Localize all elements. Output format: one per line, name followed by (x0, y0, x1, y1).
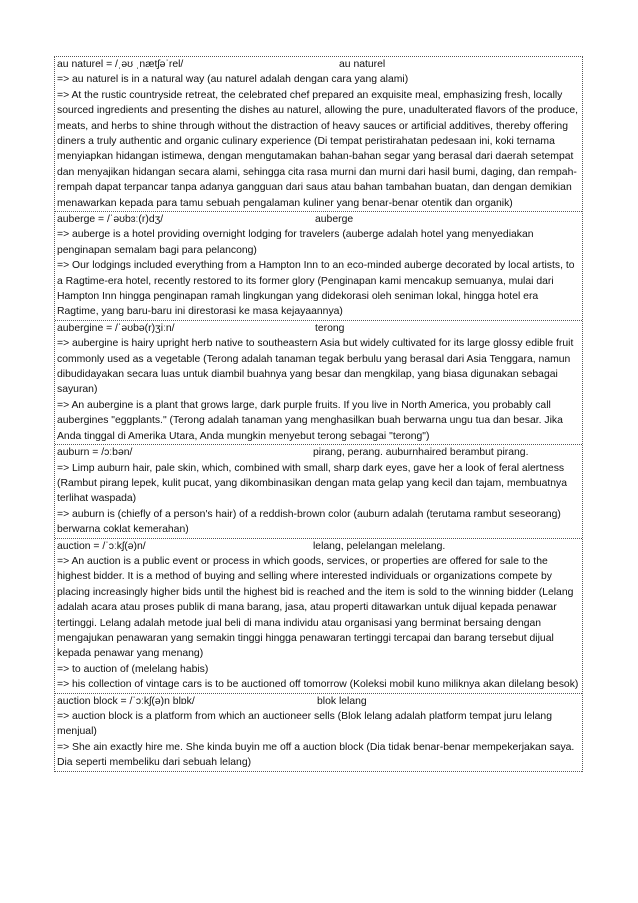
example-line: => Limp auburn hair, pale skin, which, combined with small, sharp dark eyes, gave her a look of feral alertness (Rambut pirang lepek, kulit pucat, yang dikombinasikan dengan mata gelap yang kecil dan tajam, membuatnya terlihat waspada) (57, 462, 568, 505)
example-line: => She ain exactly hire me. She kinda buyin me off a auction block (Dia tidak benar-benar mempekerjakan saya. Dia seperti membeliku dari sebuah lelang) (57, 741, 575, 769)
headword: auberge = /ˈəʊbɜː(r)dʒ/ (57, 214, 164, 226)
example-line: => his collection of vintage cars is to be auctioned off tomorrow (Koleksi mobil kuno miliknya akan dilelang besok) (57, 679, 579, 691)
translation: blok lelang (317, 695, 367, 707)
headword: auburn = /ɔːbən/ (57, 447, 133, 459)
headword: aubergine = /ˈəʊbə(r)ʒiːn/ (57, 322, 175, 334)
definition-line: => An auction is a public event or process in which goods, services, or properties are offered for sale to the highest bidder. It is a method of buying and selling where interested individuals or organizations compete by placing increasingly higher bids until the highest bid is reached and the item is sold to the winning bidder (Lelang adalah acara atau proses publik di mana barang, jasa, atau properti ditawarkan untuk dijual kepada penawar tertinggi. Lelang adalah metode jual beli di mana individu atau organisasi yang berminat bersaing dengan mengajukan penawaran yang semakin tinggi hingga penawaran tertinggi tercapai dan barang tersebut dijual kepada penawar yang menang) (57, 555, 574, 660)
entry-headline (57, 694, 580, 709)
entry-auberge (55, 212, 582, 321)
entry-headline (57, 445, 580, 460)
entry-headline (57, 321, 580, 336)
translation: pirang, perang. auburnhaired berambut pirang. (313, 447, 529, 459)
entry-headline (57, 57, 580, 72)
entry-aubergine (55, 321, 582, 445)
example-line: => At the rustic countryside retreat, the celebrated chef prepared an exquisite meal, emphasizing fresh, locally sourced ingredients and presenting the dishes au naturel, allowing the pure, unadulterated flavors of the produce, meats, and herbs to shine through without the distraction of heavy sauces or artificial additives, thereby offering diners a truly authentic and organic culinary experience (Di tempat peristirahatan pedesaan ini, koki ternama menyiapkan hidangan istimewa, dengan mengutamakan bahan-bahan segar yang berasal dari daerah setempat dan menyajikan hidangan secara alami, sehingga cita rasa murni dan murni dari hasil bumi, daging, dan rempah-rempah dapat terpancar tanpa adanya gangguan dari saus atau bahan tambahan buatan, dan dengan demikian menawarkan kepada para tamu sebuah pengalaman kuliner yang benar-benar otentik dan organik) (57, 89, 579, 209)
entry-headline (57, 539, 580, 554)
entry-au-naturel (55, 57, 582, 212)
headword: auction block = /ˈɔːkʃ(ə)n blɒk/ (57, 695, 195, 707)
translation: terong (315, 322, 345, 334)
definition-line: => auburn is (chiefly of a person's hair) of a reddish-brown color (auburn adalah (terutama rambut seseorang) berwarna coklat kemerahan) (57, 508, 561, 536)
definition-line: => auberge is a hotel providing overnight lodging for travelers (auberge adalah hotel yang menyediakan penginapan semalam bagi para pelancong) (57, 229, 534, 256)
headword: au naturel = /ˌəʊ ˌnætʃəˈrel/ (57, 59, 184, 70)
entry-auburn (55, 445, 582, 538)
entry-auction (55, 539, 582, 694)
definition-line: => auction block is a platform from which an auctioneer sells (Blok lelang adalah platform tempat juru lelang menjual) (57, 710, 552, 738)
translation: lelang, pelelangan melelang. (313, 540, 446, 552)
translation: auberge (315, 214, 354, 226)
definition-line: => aubergine is hairy upright herb native to southeastern Asia but widely cultivated for its large glossy edible fruit commonly used as a vegetable (Terong adalah tanaman tegak berbulu yang berasal dari Asia Tenggara, namun dibudidayakan secara luas untuk diambil buahnya yang besar dan mengkilap, yang biasa digunakan sebagai sayuran) (57, 338, 574, 396)
glossary-document (54, 56, 583, 772)
example-line: => Our lodgings included everything from a Hampton Inn to an eco-minded auberge decorated by local artists, to a Ragtime-era hotel, recently restored to its former glory (Penginapan kami mencakup semuanya, mulai dari Hampton Inn hingga penginapan ramah lingkungan yang didekorasi oleh seniman lokal, hingga hotel era Ragtime, yang baru-baru ini direstorasi ke masa kejayaannya) (57, 260, 575, 318)
headword: auction = /ˈɔːkʃ(ə)n/ (57, 540, 146, 552)
example-line: => An aubergine is a plant that grows large, dark purple fruits. If you live in North America, you probably call aubergines "eggplants." (Terong adalah tanaman yang menghasilkan buah berwarna ungu tua dan besar. Jika Anda tinggal di Amerika Utara, Anda mungkin menyebut terong sebagai "terong") (57, 399, 563, 442)
definition-line: => au naturel is in a natural way (au naturel adalah dengan cara yang alami) (57, 74, 409, 86)
entry-auction-block (55, 694, 582, 772)
phrase-line: => to auction of (melelang habis) (57, 663, 209, 675)
entry-headline (57, 212, 580, 227)
translation: au naturel (339, 59, 386, 70)
